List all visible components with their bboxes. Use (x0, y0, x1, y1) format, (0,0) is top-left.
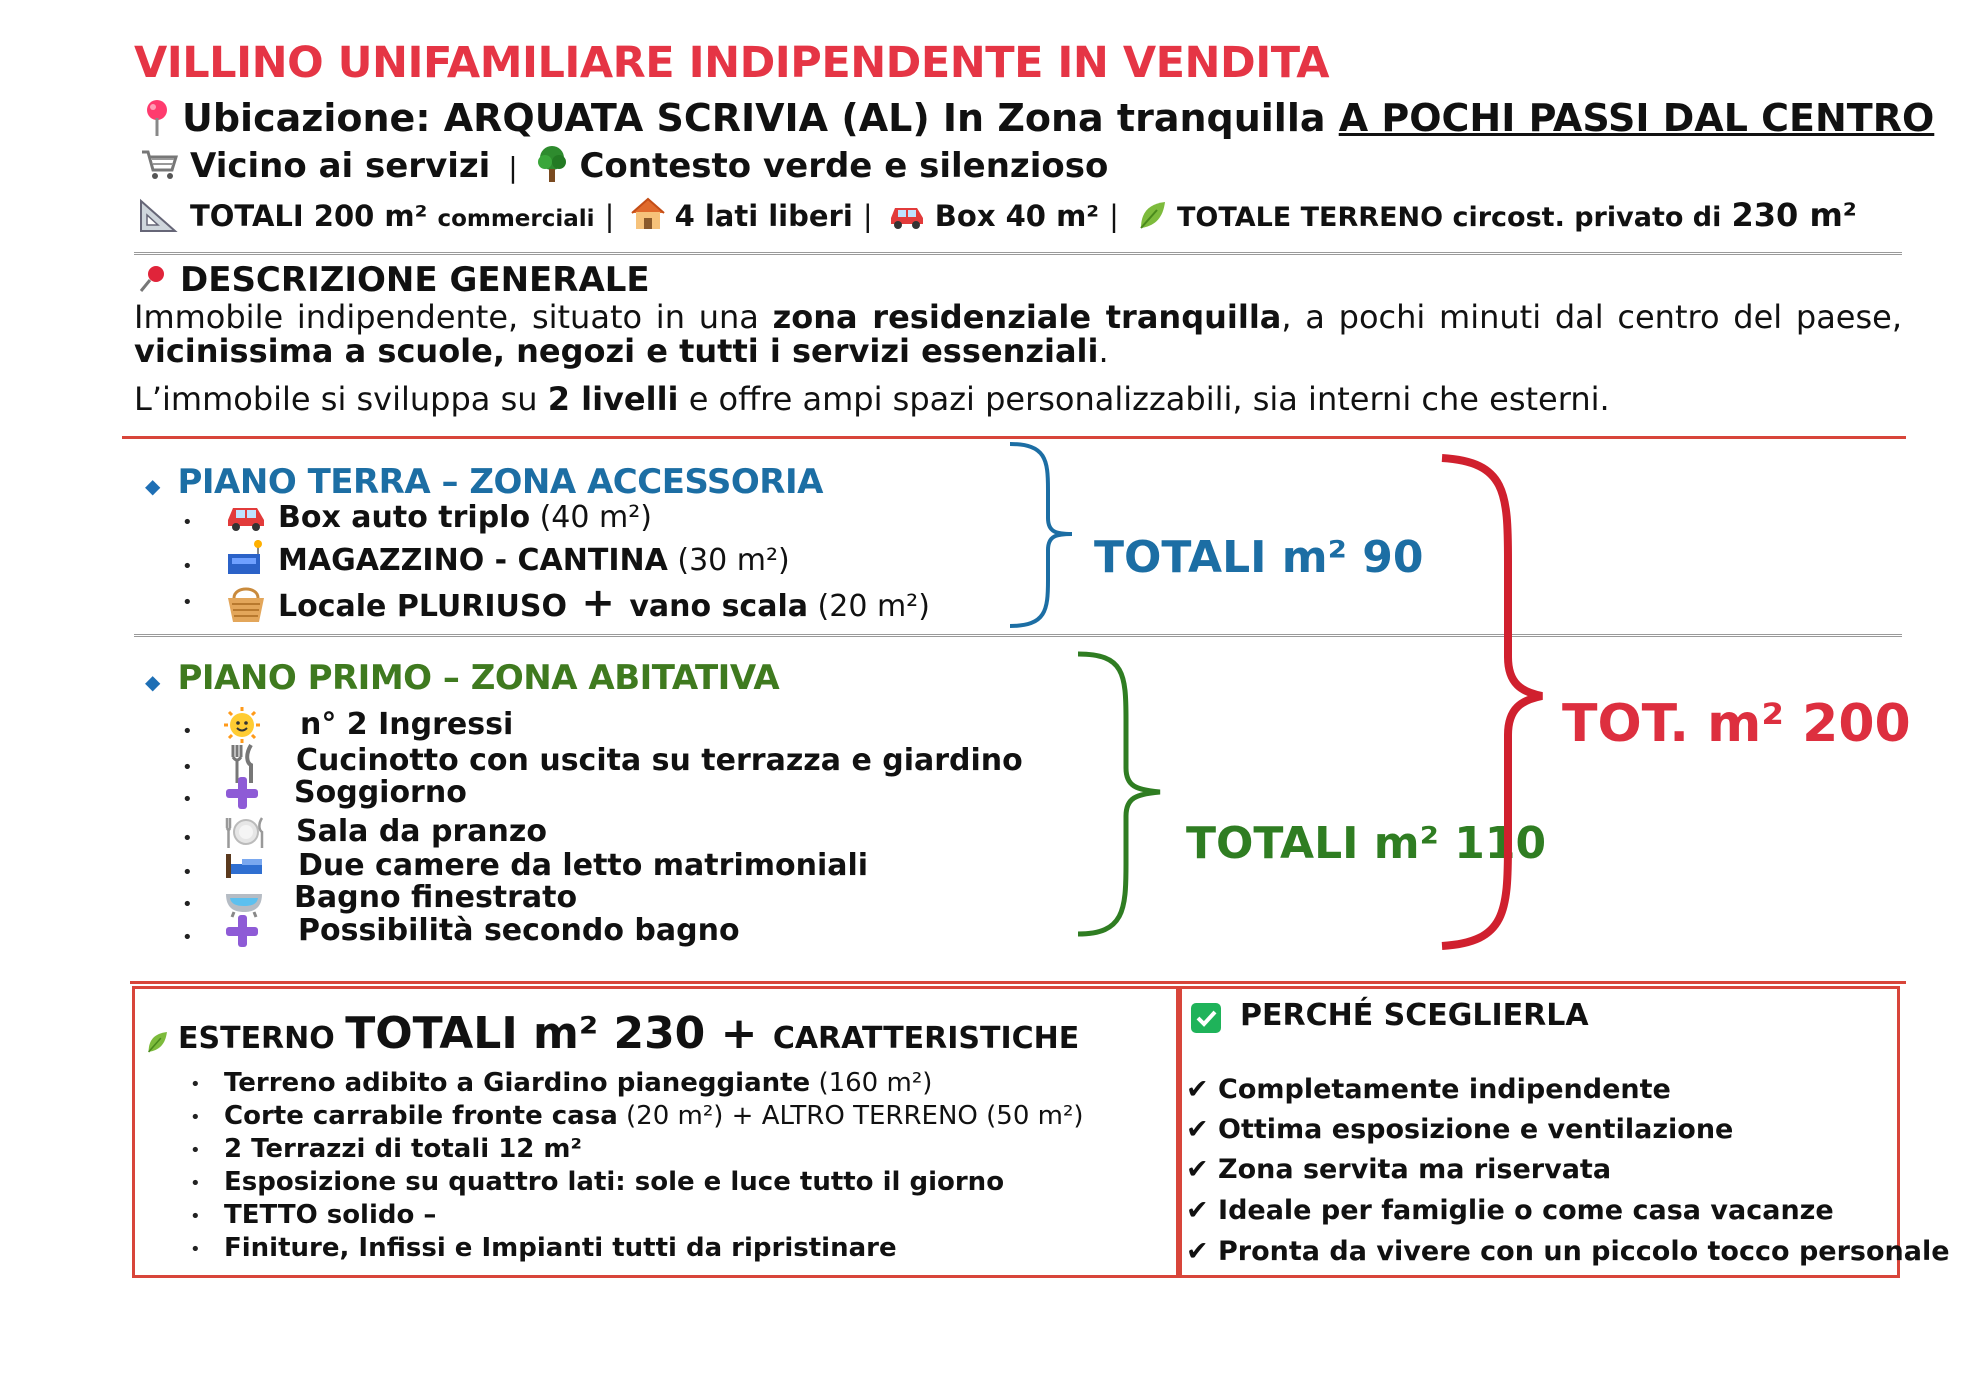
list-item (224, 1167, 1004, 1197)
list-item (224, 580, 930, 626)
separator: | (508, 151, 518, 184)
separator: | (1109, 199, 1119, 233)
text-run-bold: vicinissima a scuole, negozi e tutti i servizi essenziali (134, 332, 1099, 370)
car-icon (224, 500, 268, 532)
item-size: (40 m²) (530, 500, 652, 535)
leaf-icon (144, 1029, 170, 1055)
plus-icon (222, 773, 262, 817)
why-item: ✔ Ideale per famiglie o come casa vacanze (1186, 1195, 1834, 1226)
services-text-2: Contesto verde e silenzioso (579, 146, 1109, 186)
land-total-label: TOTALE TERRENO circost. privato di (1177, 202, 1722, 233)
land-total-value: 230 m² (1731, 196, 1857, 234)
warehouse-icon (224, 536, 268, 578)
exterior-features-label: CARATTERISTICHE (772, 1021, 1080, 1056)
divider (130, 981, 1906, 984)
text-run: Immobile indipendente, situato in una (134, 298, 773, 336)
first-floor-brace (1074, 650, 1164, 940)
bullet-dot: • (182, 862, 193, 883)
text-run-bold: 2 livelli (547, 380, 679, 418)
text-run: . (1098, 332, 1109, 370)
bullet-dot: • (182, 512, 193, 533)
bullet-dot: • (190, 1140, 201, 1161)
exterior-total: TOTALI m² 230 + (345, 1008, 773, 1059)
list-item: Bagno finestrato (294, 880, 578, 915)
list-item (224, 1068, 932, 1098)
ground-floor-total: TOTALI m² 90 (1094, 532, 1424, 583)
pushpin-icon (138, 264, 168, 294)
exterior-label: ESTERNO (178, 1021, 346, 1056)
item-label: Esposizione su quattro lati: sole e luce tutto il giorno (224, 1167, 1005, 1197)
check-box-icon (1190, 1002, 1222, 1034)
divider (134, 634, 1902, 637)
list-item: Possibilità secondo bagno (298, 913, 740, 948)
why-title: PERCHÉ SCEGLIERLA (1240, 998, 1589, 1033)
bullet-dot: • (190, 1107, 201, 1128)
plus-sign: + (581, 580, 615, 626)
item-label: Box auto triplo (278, 500, 531, 535)
item-label: Corte carrabile fronte casa (224, 1101, 618, 1131)
list-item (224, 1134, 582, 1164)
ground-floor-title: PIANO TERRA – ZONA ACCESSORIA (177, 462, 823, 502)
list-item (224, 1233, 897, 1263)
bullet-dot: • (182, 757, 193, 778)
tree-icon (535, 145, 569, 183)
text-run: L’immobile si sviluppa su (134, 380, 548, 418)
total-commercial: TOTALI 200 m² (190, 199, 428, 233)
first-floor-title: PIANO PRIMO – ZONA ABITATIVA (177, 658, 780, 698)
plus-icon (222, 911, 262, 955)
list-item (224, 500, 652, 535)
box-size: Box 40 m² (934, 199, 1099, 233)
bullet-dot: • (190, 1239, 201, 1260)
bullet-dot: • (190, 1206, 201, 1227)
leaf-icon (1135, 198, 1169, 232)
exterior-title-row (144, 1008, 1079, 1059)
item-label: Locale PLURIUSO (278, 589, 578, 624)
why-item: ✔ Zona servita ma riservata (1186, 1154, 1612, 1185)
separator: | (862, 199, 873, 233)
text-run: e offre ampi spazi personalizzabili, sia interni che esterni. (678, 380, 1610, 418)
bullet-dot: • (182, 927, 193, 948)
item-size: (20 m²) + ALTRO TERRENO (50 m²) (617, 1101, 1084, 1131)
list-item (224, 1101, 1084, 1131)
list-item: n° 2 Ingressi (300, 707, 514, 742)
bullet-dot: • (182, 556, 193, 577)
total-commercial-unit: commerciali (437, 206, 595, 232)
shopping-cart-icon (140, 148, 180, 182)
list-item: Due camere da letto matrimoniali (298, 848, 869, 883)
free-sides: 4 lati liberi (674, 199, 853, 233)
summary-line (138, 196, 1857, 234)
item-size: (20 m²) (808, 589, 930, 624)
item-label: Finiture, Infissi e Impianti tutti da ripristinare (224, 1233, 897, 1263)
list-item: Cucinotto con uscita su terrazza e giardino (296, 743, 1023, 778)
bullet-dot: • (182, 592, 193, 613)
bullet-dot: • (182, 721, 193, 742)
list-item: Soggiorno (294, 775, 467, 810)
page-title: VILLINO UNIFAMILIARE INDIPENDENTE IN VENDITA (134, 38, 1329, 88)
first-floor-title-row (145, 658, 779, 698)
bullet-dot: • (182, 828, 193, 849)
text-run: , a pochi minuti dal centro del paese, (1281, 298, 1903, 336)
bullet-dot: • (190, 1074, 201, 1095)
item-label: 2 Terrazzi di totali 12 m² (224, 1134, 582, 1164)
bullet-dot: • (190, 1173, 201, 1194)
location-line (140, 96, 1934, 140)
why-item: ✔ Completamente indipendente (1186, 1074, 1671, 1105)
pin-icon (140, 98, 174, 138)
item-label: TETTO solido – (224, 1200, 437, 1230)
grand-total: TOT. m² 200 (1562, 694, 1911, 754)
description-title-row (138, 260, 650, 300)
divider (134, 252, 1902, 255)
description-title: DESCRIZIONE GENERALE (180, 260, 650, 300)
services-text-1: Vicino ai servizi (190, 146, 491, 186)
list-item (224, 543, 790, 578)
first-floor-total: TOTALI m² 110 (1186, 818, 1547, 869)
description-paragraph-1 (134, 300, 1902, 368)
why-title-row (1190, 998, 1589, 1034)
description-paragraph-2 (134, 382, 1902, 416)
services-line (140, 146, 1108, 186)
list-item (224, 1200, 436, 1230)
location-highlight: A POCHI PASSI DAL CENTRO (1338, 96, 1935, 140)
separator: | (604, 199, 615, 233)
location-text: Ubicazione: ARQUATA SCRIVIA (AL) In Zona tranquilla (182, 96, 1339, 140)
why-item: ✔ Pronta da vivere con un piccolo tocco personale (1186, 1236, 1950, 1267)
ground-floor-brace (1006, 440, 1076, 630)
item-label: vano scala (618, 589, 808, 624)
diamond-bullet-icon: ◆ (145, 474, 161, 498)
bullet-dot: • (182, 789, 193, 810)
list-item: Sala da pranzo (296, 814, 547, 849)
bullet-dot: • (182, 894, 193, 915)
diamond-bullet-icon: ◆ (145, 670, 161, 694)
car-icon (887, 200, 927, 230)
basket-icon (224, 584, 268, 624)
ground-floor-title-row (145, 462, 823, 502)
item-label: MAGAZZINO - CANTINA (278, 543, 668, 578)
item-size: (30 m²) (667, 543, 790, 578)
divider (122, 436, 1906, 439)
item-size: (160 m²) (810, 1068, 933, 1098)
text-run-bold: zona residenziale tranquilla (772, 298, 1282, 336)
grand-total-brace (1436, 452, 1546, 952)
why-item: ✔ Ottima esposizione e ventilazione (1186, 1114, 1734, 1145)
house-icon (629, 196, 667, 232)
item-label: Terreno adibito a Giardino pianeggiante (224, 1068, 811, 1098)
ruler-icon (138, 198, 178, 234)
